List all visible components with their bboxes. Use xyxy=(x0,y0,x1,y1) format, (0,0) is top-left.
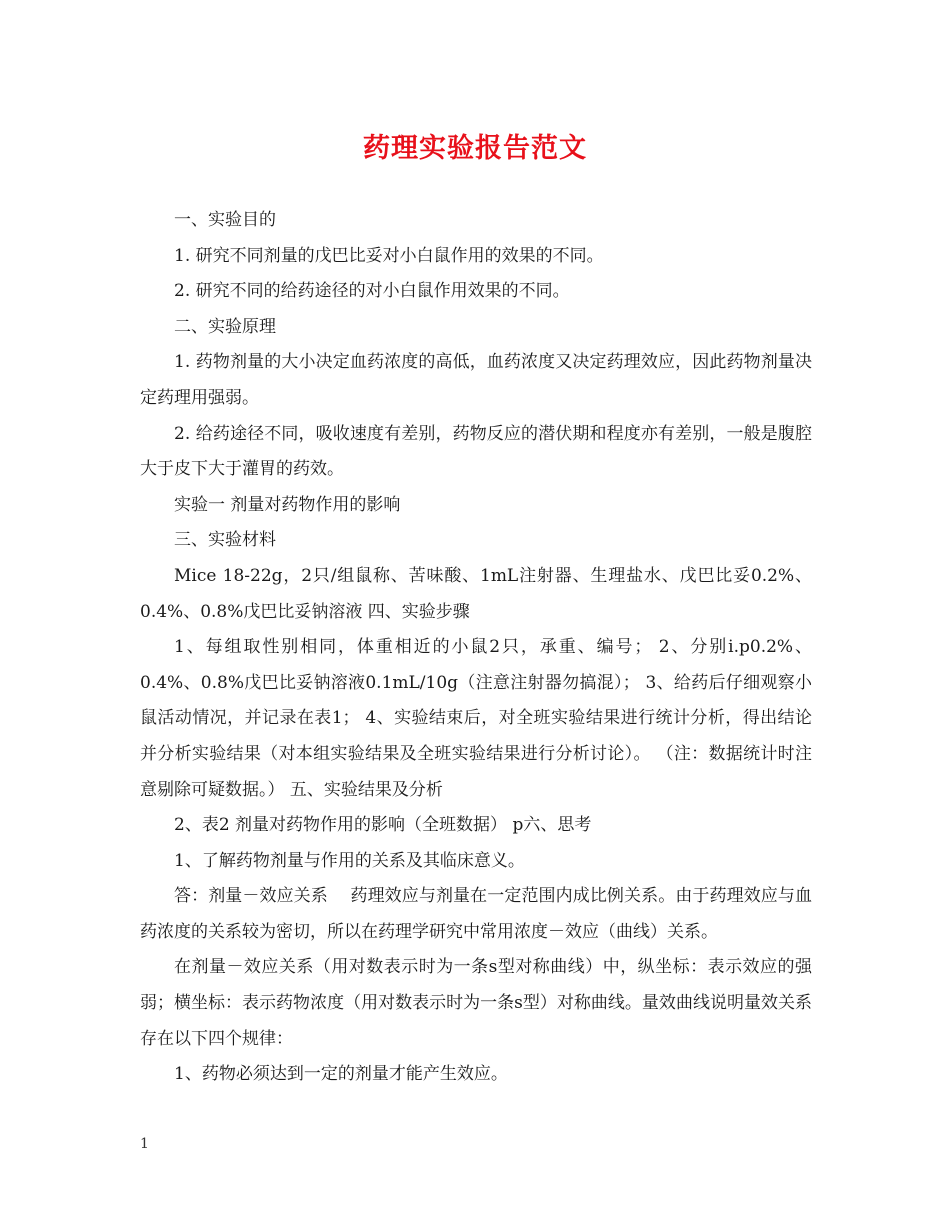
experiment-heading: 实验一 剂量对药物作用的影响 xyxy=(174,494,401,515)
paragraph: 2. 给药途径不同，吸收速度有差别，药物反应的潜伏期和程度亦有差别，一般是腹腔大于皮下大于灌胃的药效。 xyxy=(140,423,812,480)
paragraph: 1、每组取性别相同，体重相近的小鼠2只，承重、编号； 2、分别i.p0.2%、0.4%、0.8%戊巴比妥钠溶液0.1mL/10g（注意注射器勿搞混）； 3、给药后仔细观察小鼠活动情况，并记录在表1； 4、实验结束后，对全班实验结果进行统计分析，得出结论并分析实验结果（对本组实验结果及全班实验结果进行分析讨论）。 （注：数据统计时注意剔除可疑数据。） 五、实验结果及分析 xyxy=(140,637,812,800)
paragraph: 2、表2 剂量对药物作用的影响（全班数据） p六、思考 xyxy=(174,815,592,836)
section-heading-materials: 三、实验材料 xyxy=(174,530,276,551)
paragraph: 1. 研究不同剂量的戊巴比妥对小白鼠作用的效果的不同。 xyxy=(174,245,604,266)
paragraph: 在剂量－效应关系（用对数表示时为一条s型对称曲线）中，纵坐标：表示效应的强弱；横坐标：表示药物浓度（用对数表示时为一条s型）对称曲线。量效曲线说明量效关系存在以下四个规律： xyxy=(140,957,812,1049)
paragraph: 1、了解药物剂量与作用的关系及其临床意义。 xyxy=(174,850,525,871)
paragraph: 1. 药物剂量的大小决定血药浓度的高低，血药浓度又决定药理效应，因此药物剂量决定药理用强弱。 xyxy=(140,352,812,408)
page-number: 1 xyxy=(140,1136,149,1152)
paragraph: 2. 研究不同的给药途径的对小白鼠作用效果的不同。 xyxy=(174,281,570,302)
paragraph: 1、药物必须达到一定的剂量才能产生效应。 xyxy=(174,1064,508,1085)
section-heading-principle: 二、实验原理 xyxy=(174,316,276,337)
paragraph: 答：剂量－效应关系 药理效应与剂量在一定范围内成比例关系。由于药理效应与血药浓度的关系较为密切，所以在药理学研究中常用浓度－效应（曲线）关系。 xyxy=(140,886,812,942)
document-body xyxy=(140,203,812,1093)
paragraph: Mice 18-22g，2只/组鼠称、苦味酸、1mL注射器、生理盐水、戊巴比妥0.2%、0.4%、0.8%戊巴比妥钠溶液 四、实验步骤 xyxy=(140,565,812,622)
section-heading-purpose: 一、实验目的 xyxy=(174,210,276,230)
document-title: 药理实验报告范文 xyxy=(363,133,587,164)
